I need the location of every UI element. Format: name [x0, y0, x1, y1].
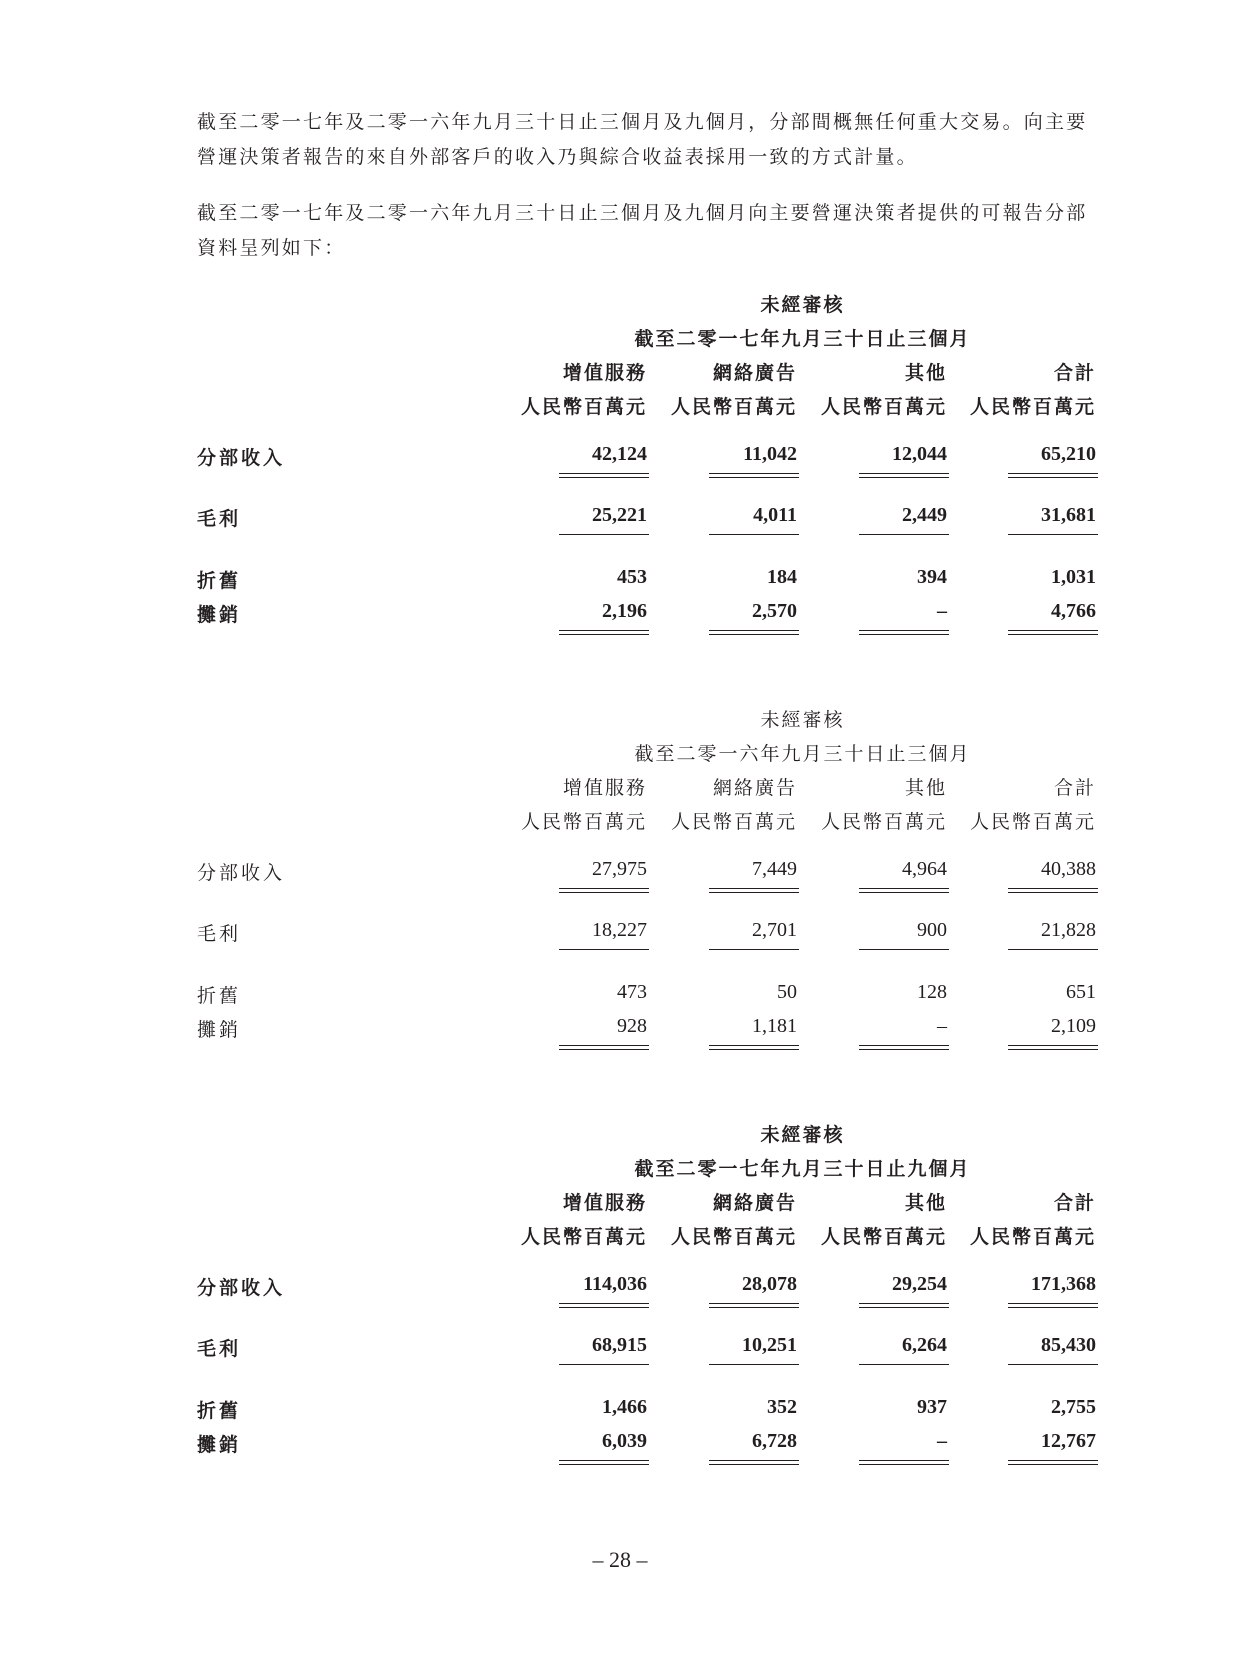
unit-header: 人民幣百萬元	[670, 1226, 797, 1248]
double-underline	[1008, 630, 1098, 635]
column-header: 網絡廣告	[712, 1192, 797, 1214]
value-cell: 1,466	[602, 1396, 647, 1418]
row-label-gross: 毛利	[197, 508, 242, 530]
value-cell: 85,430	[1041, 1334, 1096, 1356]
value-cell: 31,681	[1041, 504, 1096, 526]
row-label-depr: 折舊	[197, 570, 242, 592]
unit-header: 人民幣百萬元	[969, 1226, 1096, 1248]
intro-paragraph-2: 截至二零一七年及二零一六年九月三十日止三個月及九個月向主要營運決策者提供的可報告分部資料呈列如下：	[197, 202, 1088, 259]
unit-header: 人民幣百萬元	[969, 811, 1096, 833]
value-cell: 184	[767, 566, 797, 588]
column-header: 合計	[1053, 777, 1096, 799]
double-underline	[559, 473, 649, 478]
value-cell: 12,767	[1041, 1430, 1096, 1452]
segment-table-9m-2017	[0, 1120, 1240, 1500]
page-number: – 28 –	[592, 1547, 648, 1572]
value-cell: 900	[917, 919, 947, 941]
period-heading: 截至二零一七年九月三十日止三個月	[634, 328, 971, 350]
double-underline	[859, 630, 949, 635]
value-cell: 2,701	[752, 919, 797, 941]
row-label-revenue: 分部收入	[197, 447, 286, 469]
double-underline	[1008, 1303, 1098, 1308]
period-heading: 截至二零一六年九月三十日止三個月	[634, 743, 971, 765]
single-underline	[859, 949, 949, 950]
value-cell: –	[937, 600, 947, 622]
column-header: 網絡廣告	[712, 362, 797, 384]
unit-header: 人民幣百萬元	[820, 396, 947, 418]
column-header: 其他	[904, 362, 947, 384]
row-label-depr: 折舊	[197, 985, 242, 1007]
column-header: 網絡廣告	[712, 777, 797, 799]
segment-table-q3-2016	[0, 705, 1240, 1085]
unit-header: 人民幣百萬元	[969, 396, 1096, 418]
double-underline	[1008, 1460, 1098, 1465]
column-header: 合計	[1053, 1192, 1096, 1214]
single-underline	[559, 949, 649, 950]
unit-header: 人民幣百萬元	[670, 396, 797, 418]
double-underline	[1008, 473, 1098, 478]
value-cell: 453	[617, 566, 647, 588]
unit-header: 人民幣百萬元	[670, 811, 797, 833]
unit-header: 人民幣百萬元	[520, 811, 647, 833]
value-cell: 68,915	[592, 1334, 647, 1356]
column-header: 增值服務	[562, 1192, 647, 1214]
value-cell: 4,964	[902, 858, 947, 880]
value-cell: 2,570	[752, 600, 797, 622]
row-label-revenue: 分部收入	[197, 862, 286, 884]
double-underline	[1008, 888, 1098, 893]
value-cell: 2,109	[1051, 1015, 1096, 1037]
value-cell: 4,011	[753, 504, 797, 526]
value-cell: 2,196	[602, 600, 647, 622]
double-underline	[859, 1460, 949, 1465]
unit-header: 人民幣百萬元	[520, 1226, 647, 1248]
period-heading: 截至二零一七年九月三十日止九個月	[634, 1158, 971, 1180]
value-cell: 10,251	[742, 1334, 797, 1356]
double-underline	[859, 888, 949, 893]
value-cell: 50	[777, 981, 797, 1003]
column-header: 增值服務	[562, 777, 647, 799]
double-underline	[559, 630, 649, 635]
value-cell: 1,181	[752, 1015, 797, 1037]
value-cell: 4,766	[1051, 600, 1096, 622]
single-underline	[559, 534, 649, 535]
value-cell: 2,755	[1051, 1396, 1096, 1418]
value-cell: 937	[917, 1396, 947, 1418]
value-cell: 394	[917, 566, 947, 588]
audit-status: 未經審核	[760, 709, 845, 731]
value-cell: 114,036	[583, 1273, 647, 1295]
value-cell: 27,975	[592, 858, 647, 880]
value-cell: 1,031	[1051, 566, 1096, 588]
row-label-gross: 毛利	[197, 1338, 242, 1360]
value-cell: 473	[617, 981, 647, 1003]
single-underline	[1008, 1364, 1098, 1365]
single-underline	[1008, 534, 1098, 535]
row-label-gross: 毛利	[197, 923, 242, 945]
double-underline	[559, 888, 649, 893]
single-underline	[709, 949, 799, 950]
row-label-revenue: 分部收入	[197, 1277, 286, 1299]
value-cell: 6,264	[902, 1334, 947, 1356]
single-underline	[859, 1364, 949, 1365]
value-cell: 171,368	[1031, 1273, 1096, 1295]
double-underline	[709, 1303, 799, 1308]
value-cell: 28,078	[742, 1273, 797, 1295]
segment-table-q3-2017	[0, 290, 1240, 670]
value-cell: –	[937, 1430, 947, 1452]
value-cell: –	[937, 1015, 947, 1037]
double-underline	[859, 1045, 949, 1050]
single-underline	[559, 1364, 649, 1365]
single-underline	[859, 534, 949, 535]
column-header: 其他	[904, 1192, 947, 1214]
unit-header: 人民幣百萬元	[820, 811, 947, 833]
value-cell: 25,221	[592, 504, 647, 526]
double-underline	[709, 888, 799, 893]
value-cell: 352	[767, 1396, 797, 1418]
value-cell: 2,449	[902, 504, 947, 526]
row-label-amort: 攤銷	[197, 1019, 242, 1041]
value-cell: 928	[617, 1015, 647, 1037]
double-underline	[559, 1045, 649, 1050]
row-label-amort: 攤銷	[197, 604, 242, 626]
value-cell: 6,039	[602, 1430, 647, 1452]
double-underline	[709, 473, 799, 478]
value-cell: 29,254	[892, 1273, 947, 1295]
double-underline	[859, 473, 949, 478]
unit-header: 人民幣百萬元	[520, 396, 647, 418]
value-cell: 21,828	[1041, 919, 1096, 941]
single-underline	[709, 534, 799, 535]
audit-status: 未經審核	[760, 294, 845, 316]
double-underline	[709, 1045, 799, 1050]
value-cell: 651	[1066, 981, 1096, 1003]
single-underline	[709, 1364, 799, 1365]
value-cell: 11,042	[743, 443, 797, 465]
intro-paragraph-1: 截至二零一七年及二零一六年九月三十日止三個月及九個月，分部間概無任何重大交易。向主要營運決策者報告的來自外部客戶的收入乃與綜合收益表採用一致的方式計量。	[197, 111, 1088, 168]
value-cell: 18,227	[592, 919, 647, 941]
column-header: 合計	[1053, 362, 1096, 384]
double-underline	[709, 630, 799, 635]
audit-status: 未經審核	[760, 1124, 845, 1146]
value-cell: 128	[917, 981, 947, 1003]
column-header: 其他	[904, 777, 947, 799]
double-underline	[559, 1460, 649, 1465]
column-header: 增值服務	[562, 362, 647, 384]
value-cell: 65,210	[1041, 443, 1096, 465]
row-label-amort: 攤銷	[197, 1434, 242, 1456]
double-underline	[859, 1303, 949, 1308]
double-underline	[559, 1303, 649, 1308]
value-cell: 42,124	[592, 443, 647, 465]
unit-header: 人民幣百萬元	[820, 1226, 947, 1248]
value-cell: 7,449	[752, 858, 797, 880]
value-cell: 12,044	[892, 443, 947, 465]
value-cell: 6,728	[752, 1430, 797, 1452]
double-underline	[1008, 1045, 1098, 1050]
value-cell: 40,388	[1041, 858, 1096, 880]
double-underline	[709, 1460, 799, 1465]
single-underline	[1008, 949, 1098, 950]
row-label-depr: 折舊	[197, 1400, 242, 1422]
